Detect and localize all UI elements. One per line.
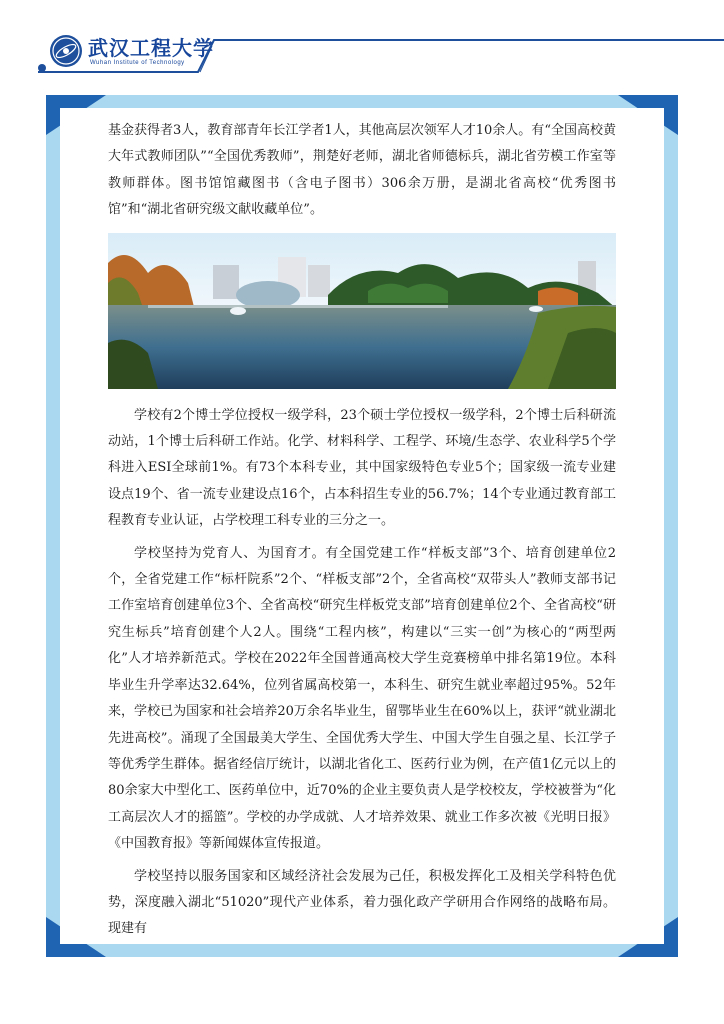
paragraph-1: 基金获得者3人，教育部青年长江学者1人，其他高层次领军人才10余人。有“全国高校黄大年式教师团队”“全国优秀教师”，荆楚好老师，湖北省师德标兵，湖北省劳模工作室等教师群体。图书馆馆藏图书（含电子图书）306余万册，是湖北省高校“优秀图书馆”和“湖北省研究级文献收藏单位”。	[108, 123, 616, 218]
document-body	[108, 118, 616, 943]
paragraph-3: 学校坚持为党育人、为国育才。有全国党建工作“样板支部”3个、培育创建单位2个，全省党建工作“标杆院系”2个、“样板支部”2个，全省高校“双带头人”教师支部书记工作室培育创建单位3个、全省高校“研究生样板党支部”培育创建单位2个、全省高校“研究生标兵”培育创建个人2人。围绕“工程内核”，构建以“三实一创”为核心的“两型两化”人才培养新范式。学校在2022年全国普通高校大学生竞赛榜单中排名第19位。本科毕业生升学率达32.64%，位列省属高校第一，本科生、研究生就业率超过95%。52年来，学校已为国家和社会培养20万余名毕业生，留鄂毕业生在60%以上，获评“就业湖北先进高校”。涌现了全国最美大学生、全国优秀大学生、中国大学生自强之星、长江学子等优秀学生群体。据省经信厅统计，以湖北省化工、医药行业为例，在产值1亿元以上的80余家大中型化工、医药单位中，近70%的企业主要负责人是学校校友，学校被誉为“化工高层次人才的摇篮”。学校的办学成就、人才培养效果、就业工作多次被《光明日报》《中国教育报》等新闻媒体宣传报道。	[108, 545, 616, 852]
university-name-english: Wuhan Institute of Technology	[90, 60, 185, 66]
paragraph-4: 学校坚持以服务国家和区域经济社会发展为己任，积极发挥化工及相关学科特色优势，深度融入湖北“51020”现代产业体系，着力强化政产学研用合作网络的战略布局。现建有	[108, 868, 616, 937]
campus-lake-photo	[108, 233, 616, 389]
paragraph-2: 学校有2个博士学位授权一级学科，23个硕士学位授权一级学科，2个博士后科研流动站，1个博士后科研工作站。化学、材料科学、工程学、环境/生态学、农业科学5个学科进入ESI全球前1%。有73个本科专业，其中国家级特色专业5个；国家级一流专业建设点19个、省一流专业建设点16个，占本科招生专业的56.7%；14个专业通过教育部工程教育专业认证，占学校理工科专业的三分之一。	[108, 407, 616, 529]
university-name: 武汉工程大学	[88, 36, 214, 60]
